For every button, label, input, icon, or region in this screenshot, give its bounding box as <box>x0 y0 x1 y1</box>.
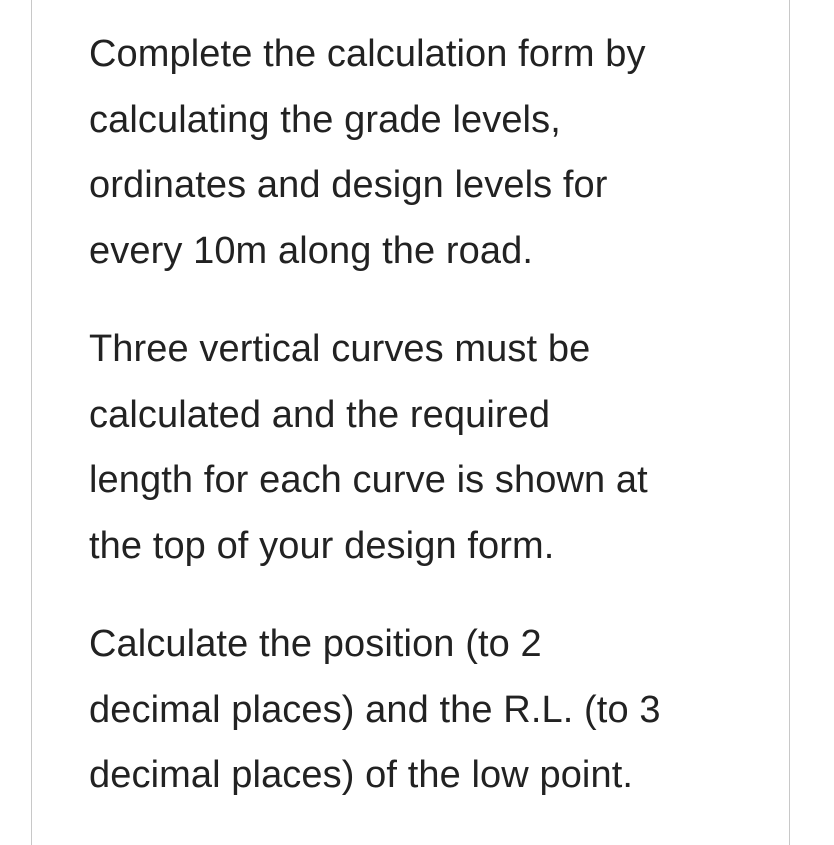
instruction-paragraph-1: Complete the calculation form by calculating the grade levels, ordinates and design levels for every 10m along the road. <box>89 33 646 272</box>
question-text <box>89 22 749 809</box>
instruction-paragraph-2: Three vertical curves must be calculated and the required length for each curve is shown at the top of your design form. <box>89 328 648 567</box>
question-panel <box>31 0 790 845</box>
instruction-paragraph-3: Calculate the position (to 2 decimal places) and the R.L. (to 3 decimal places) of the low point. <box>89 623 661 796</box>
